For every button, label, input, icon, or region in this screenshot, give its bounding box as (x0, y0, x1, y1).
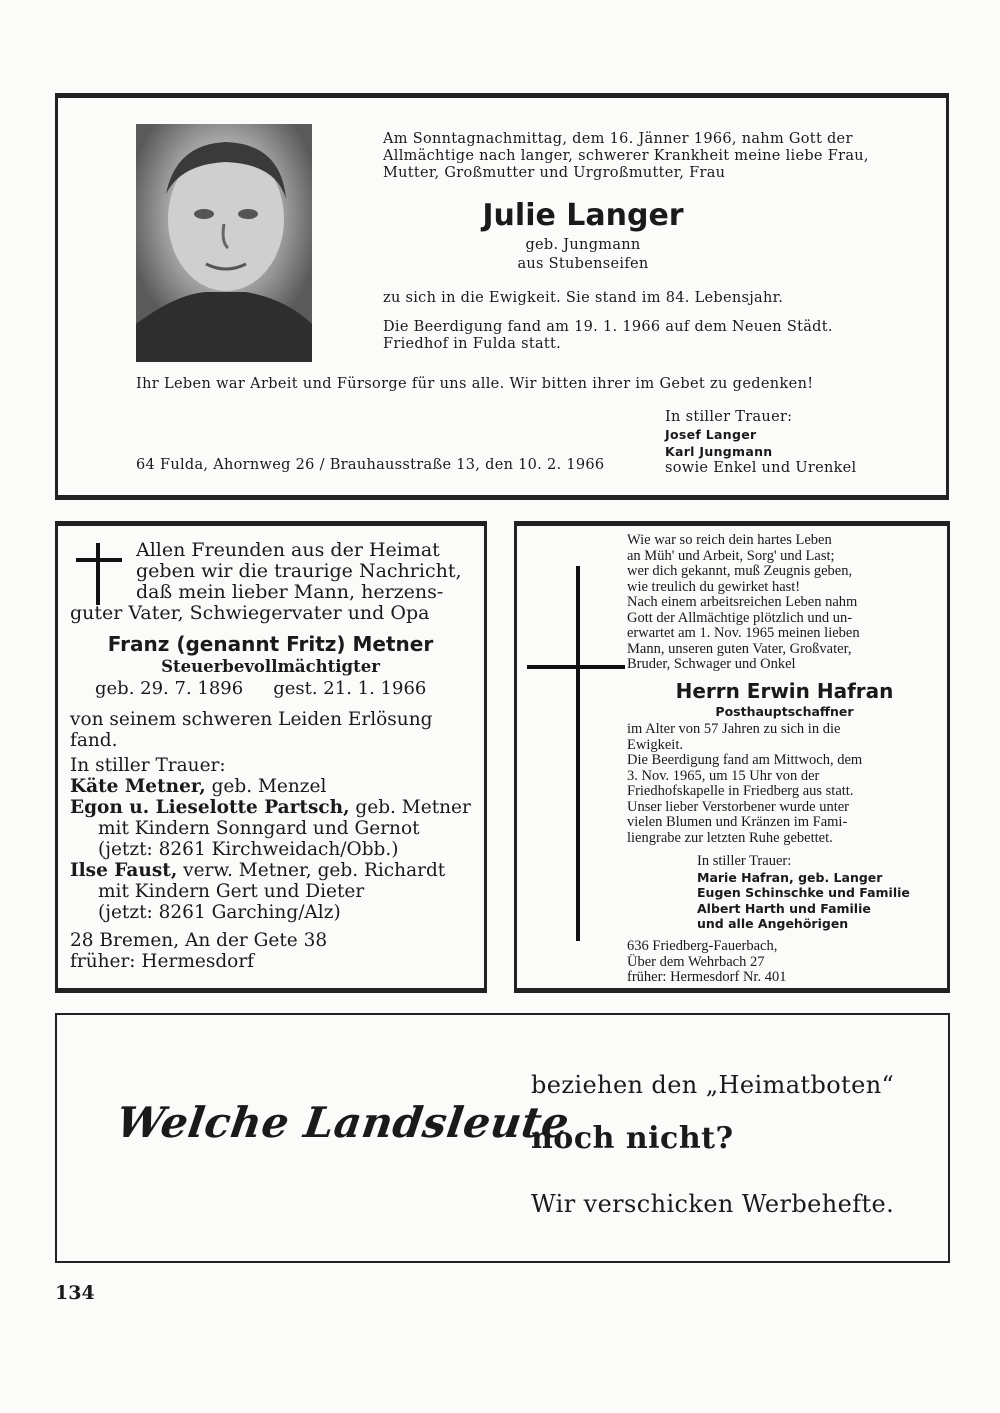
heimatbote-advertisement (55, 1013, 950, 1263)
life-dates: geb. 29. 7. 1896 gest. 21. 1. 1966 (95, 678, 427, 699)
mourner-name: Eugen Schinschke und Familie (697, 885, 910, 900)
address-line: 64 Fulda, Ahornweg 26 / Brauhausstraße 13, den 10. 2. 1966 (136, 457, 605, 473)
deceased-name: Julie Langer (482, 198, 684, 233)
deceased-name: Franz (genannt Fritz) Metner (107, 632, 434, 656)
mourner-entry: Egon u. Lieselotte Partsch, geb. Metner (70, 797, 471, 818)
mourners-block: In stiller Trauer: Josef Langer Karl Jungmann sowie Enkel und Urenkel (665, 409, 857, 476)
obituary-erwin-hafran (514, 521, 950, 993)
obituary-julie-langer (55, 93, 949, 500)
burial-info: Die Beerdigung fand am 19. 1. 1966 auf dem Neuen Städt. Friedhof in Fulda statt. (383, 319, 833, 352)
obituary-body: im Alter von 57 Jahren zu sich in die Ewigkeit. Die Beerdigung fand am Mittwoch, dem 3. Nov. 1965, um 15 Uhr von der Friedhofskapelle in Friedberg aus statt. Unser lieber Verstorbener wurde unter vielen Blumen und Kränzen im Fami- liengrabe zur letzten Ruhe gebettet. (627, 721, 863, 846)
deceased-name: Herrn Erwin Hafran (675, 679, 894, 703)
eternity-line: zu sich in die Ewigkeit. Sie stand im 84. Lebensjahr. (383, 290, 784, 306)
mourner-entry: Ilse Faust, verw. Metner, geb. Richardt (70, 860, 446, 881)
deceased-title: Posthauptschaffner (715, 704, 854, 719)
portrait-photo (136, 124, 312, 362)
obituary-franz-metner (55, 521, 487, 993)
cross-icon (527, 566, 625, 941)
page-number: 134 (55, 1282, 95, 1304)
obituary-intro: Am Sonntagnachmittag, dem 16. Jänner 1966, nahm Gott der Allmächtige nach langer, schwerer Krankheit meine liebe Frau, Mutter, Großmutter und Urgroßmutter, Frau (383, 131, 869, 181)
ad-text-bottom: Wir verschicken Werbehefte. (531, 1190, 895, 1218)
mourner-name: Karl Jungmann (665, 444, 773, 459)
mourner-entry: Käte Metner, geb. Menzel (70, 776, 327, 797)
ad-headline: Welche Landsleute (113, 1098, 573, 1147)
obituary-poem: Wie war so reich dein hartes Leben an Müh' und Arbeit, Sorg' und Last; wer dich gekannt, muß Zeugnis geben, wie treulich du gewirket hast! Nach einem arbeitsreichen Leben nahm Gott der Allmächtige plötzlich und un- erwartet am 1. Nov. 1965 meinen lieben Mann, unseren guten Vater, Großvater, Bruder, Schwager und Onkel (627, 532, 860, 672)
maiden-name: geb. Jungmann aus Stubenseifen (517, 237, 649, 272)
mourner-name: Albert Harth und Familie (697, 900, 871, 916)
mourner-name: Josef Langer (665, 427, 757, 442)
deceased-title: Steuerbevollmächtigter (161, 657, 380, 676)
motto-line: Ihr Leben war Arbeit und Fürsorge für uns alle. Wir bitten ihrer im Gebet zu gedenken! (136, 376, 814, 392)
obituary-body: von seinem schweren Leiden Erlösung fand. In stiller Trauer: Käte Metner, geb. Menzel Egon u. Lieselotte Partsch, geb. Metner mit Kindern Sonngard und Gernot (jetzt: 8261 Kirchweidach/Obb.) Ilse Faust, verw. Metner, geb. Richardt mit Kindern Gert und Dieter (jetzt: 8261 Garching/Alz) 28 Bremen, An der Gete 38 früher: Hermesdorf (70, 709, 475, 972)
mourner-name: Marie Hafran, geb. Langer (697, 869, 883, 885)
mourner-name: und alle Angehörigen (697, 916, 849, 931)
ad-text-top: beziehen den „Heimatboten“ (531, 1071, 895, 1099)
address-line: 636 Friedberg-Fauerbach, Über dem Wehrbach 27 früher: Hermesdorf Nr. 401 (627, 938, 787, 985)
mourners-block: In stiller Trauer: Marie Hafran, geb. Langer Eugen Schinschke und Familie Albert Harth und Familie und alle Angehörigen (697, 853, 910, 931)
obituary-intro: Allen Freunden aus der Heimat geben wir die traurige Nachricht, daß mein lieber Mann, herzens- guter Vater, Schwiegervater und Opa (70, 539, 462, 624)
ad-text-middle: noch nicht? (531, 1121, 734, 1156)
